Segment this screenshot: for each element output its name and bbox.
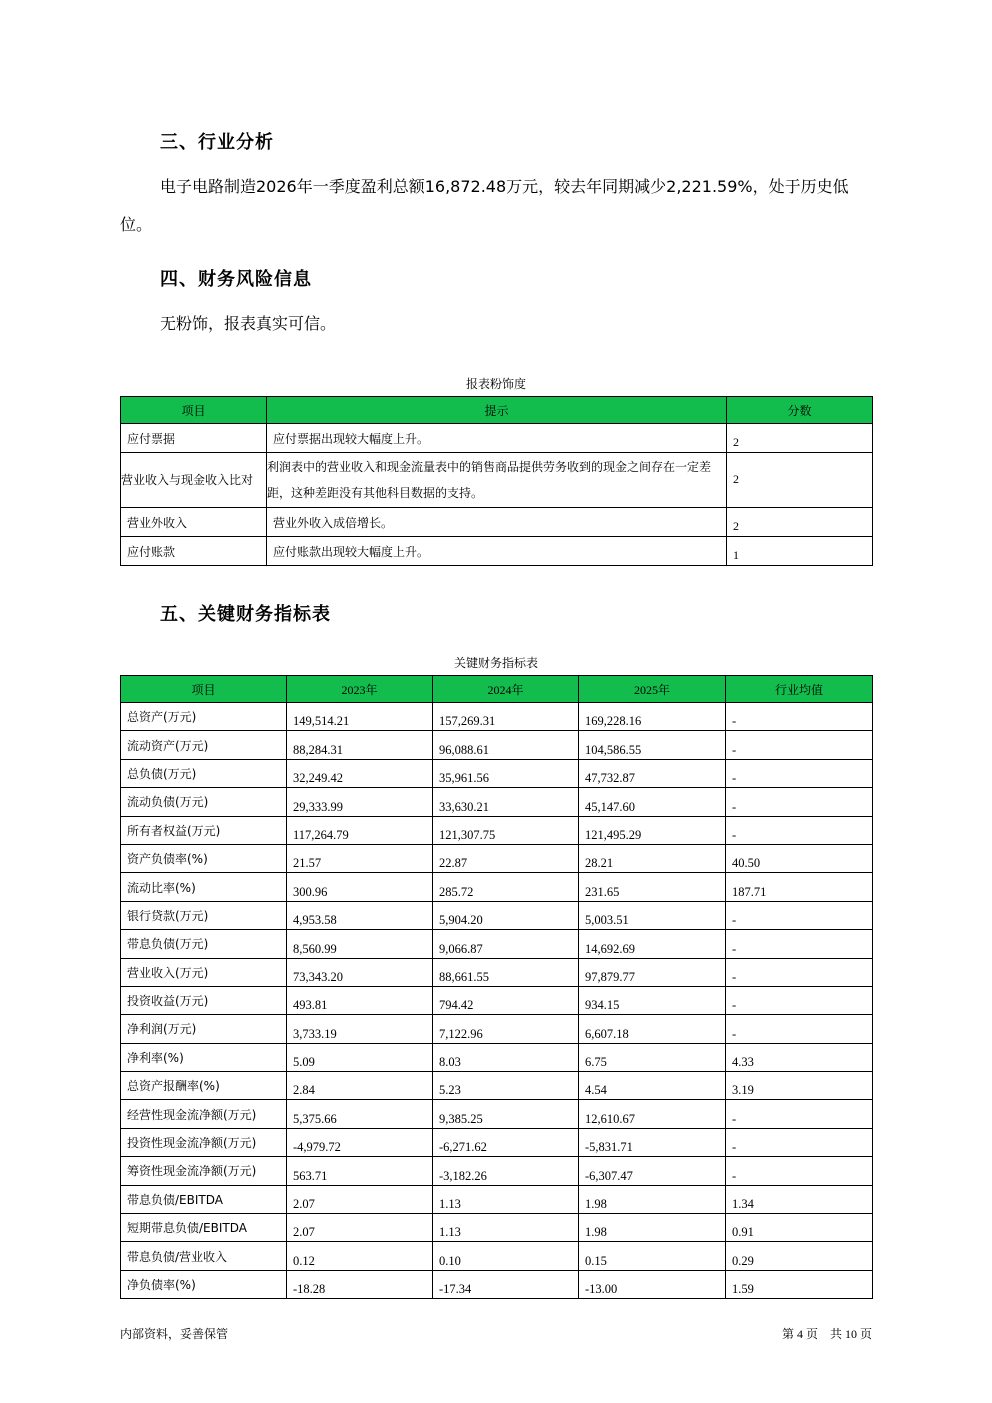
kpi-2024: 794.42 <box>433 986 579 1014</box>
kpi-header-2023: 2023年 <box>287 676 433 703</box>
table-row <box>121 1242 873 1270</box>
kpi-industry-avg: - <box>726 1128 873 1156</box>
kpi-2024: 285.72 <box>433 873 579 901</box>
kpi-2025: 14,692.69 <box>579 930 726 958</box>
table-row <box>121 1270 873 1298</box>
kpi-2023: -4,979.72 <box>287 1128 433 1156</box>
kpi-2024: -3,182.26 <box>433 1157 579 1185</box>
table-row <box>121 703 873 731</box>
kpi-2023: 2.07 <box>287 1214 433 1242</box>
kpi-2024: 7,122.96 <box>433 1015 579 1043</box>
kpi-2023: 2.84 <box>287 1072 433 1100</box>
kpi-header-2024: 2024年 <box>433 676 579 703</box>
kpi-2025: 6,607.18 <box>579 1015 726 1043</box>
risk-table <box>120 396 873 566</box>
kpi-2025: 0.15 <box>579 1242 726 1270</box>
kpi-table-body <box>121 703 873 1299</box>
kpi-2024: 1.13 <box>433 1214 579 1242</box>
section-5-heading: 五、关键财务指标表 <box>160 604 331 625</box>
kpi-2023: 88,284.31 <box>287 731 433 759</box>
kpi-item: 营业收入(万元) <box>121 958 287 986</box>
section-3-heading: 三、行业分析 <box>160 132 274 153</box>
kpi-2023: 21.57 <box>287 844 433 872</box>
kpi-industry-avg: - <box>726 1100 873 1128</box>
kpi-industry-avg: 1.59 <box>726 1270 873 1298</box>
kpi-industry-avg: - <box>726 816 873 844</box>
table-row <box>121 1214 873 1242</box>
table-row <box>121 453 873 508</box>
table-row <box>121 901 873 929</box>
kpi-item: 筹资性现金流净额(万元) <box>121 1157 287 1185</box>
kpi-header-industry-avg: 行业均值 <box>726 676 873 703</box>
risk-hint: 利润表中的营业收入和现金流量表中的销售商品提供劳务收到的现金之间存在一定差距，这种差距没有其他科目数据的支持。 <box>267 453 727 508</box>
table-row <box>121 1015 873 1043</box>
kpi-item: 短期带息负债/EBITDA <box>121 1214 287 1242</box>
table-row <box>121 816 873 844</box>
kpi-2024: 5,904.20 <box>433 901 579 929</box>
kpi-header-2025: 2025年 <box>579 676 726 703</box>
kpi-2023: 5.09 <box>287 1043 433 1071</box>
kpi-2024: 35,961.56 <box>433 759 579 787</box>
table-row <box>121 424 873 453</box>
kpi-2024: 1.13 <box>433 1185 579 1213</box>
table-row <box>121 1043 873 1071</box>
footer-confidential-note: 内部资料，妥善保管 <box>120 1327 229 1341</box>
risk-table-header-row <box>121 397 873 424</box>
kpi-2024: 9,066.87 <box>433 930 579 958</box>
kpi-2023: 32,249.42 <box>287 759 433 787</box>
kpi-2023: 0.12 <box>287 1242 433 1270</box>
kpi-industry-avg: 4.33 <box>726 1043 873 1071</box>
kpi-2024: 96,088.61 <box>433 731 579 759</box>
kpi-item: 流动资产(万元) <box>121 731 287 759</box>
kpi-industry-avg: - <box>726 759 873 787</box>
kpi-item: 净负债率(%) <box>121 1270 287 1298</box>
section-4-heading: 四、财务风险信息 <box>160 269 312 290</box>
risk-hint: 营业外收入成倍增长。 <box>267 508 727 537</box>
kpi-item: 流动负债(万元) <box>121 788 287 816</box>
kpi-industry-avg: - <box>726 1015 873 1043</box>
kpi-2025: 97,879.77 <box>579 958 726 986</box>
risk-header-score: 分数 <box>727 397 873 424</box>
table-row <box>121 873 873 901</box>
kpi-item: 资产负债率(%) <box>121 844 287 872</box>
kpi-2024: 33,630.21 <box>433 788 579 816</box>
table-row <box>121 1072 873 1100</box>
kpi-industry-avg: - <box>726 788 873 816</box>
kpi-2024: 121,307.75 <box>433 816 579 844</box>
table-row <box>121 788 873 816</box>
footer-page-number: 第 4 页 共 10 页 <box>781 1327 872 1341</box>
section-4-paragraph: 无粉饰，报表真实可信。 <box>160 314 337 333</box>
kpi-2023: 5,375.66 <box>287 1100 433 1128</box>
kpi-industry-avg: - <box>726 901 873 929</box>
kpi-item: 总资产报酬率(%) <box>121 1072 287 1100</box>
kpi-2023: 493.81 <box>287 986 433 1014</box>
kpi-2024: 0.10 <box>433 1242 579 1270</box>
table-row <box>121 930 873 958</box>
kpi-2025: -13.00 <box>579 1270 726 1298</box>
kpi-2025: 6.75 <box>579 1043 726 1071</box>
kpi-item: 带息负债/EBITDA <box>121 1185 287 1213</box>
kpi-2024: 157,269.31 <box>433 703 579 731</box>
kpi-2023: 3,733.19 <box>287 1015 433 1043</box>
kpi-2023: -18.28 <box>287 1270 433 1298</box>
kpi-2023: 563.71 <box>287 1157 433 1185</box>
risk-item: 营业收入与现金收入比对 <box>121 453 267 508</box>
kpi-industry-avg: 187.71 <box>726 873 873 901</box>
kpi-item: 银行贷款(万元) <box>121 901 287 929</box>
kpi-table-caption: 关键财务指标表 <box>453 656 538 670</box>
kpi-2025: 12,610.67 <box>579 1100 726 1128</box>
kpi-industry-avg: - <box>726 1157 873 1185</box>
kpi-2023: 117,264.79 <box>287 816 433 844</box>
kpi-2025: 231.65 <box>579 873 726 901</box>
kpi-2023: 73,343.20 <box>287 958 433 986</box>
table-row <box>121 958 873 986</box>
risk-score: 1 <box>727 537 873 566</box>
risk-score: 2 <box>727 424 873 453</box>
kpi-2025: 104,586.55 <box>579 731 726 759</box>
risk-header-item: 项目 <box>121 397 267 424</box>
kpi-2023: 149,514.21 <box>287 703 433 731</box>
kpi-2023: 29,333.99 <box>287 788 433 816</box>
table-row <box>121 537 873 566</box>
section-3-paragraph: 电子电路制造2026年一季度盈利总额16,872.48万元，较去年同期减少2,221.59%，处于历史低位。 <box>120 177 849 234</box>
risk-table-caption: 报表粉饰度 <box>465 377 526 391</box>
risk-item: 应付票据 <box>121 424 267 453</box>
table-row <box>121 759 873 787</box>
kpi-2024: 22.87 <box>433 844 579 872</box>
kpi-industry-avg: 0.29 <box>726 1242 873 1270</box>
kpi-industry-avg: 1.34 <box>726 1185 873 1213</box>
table-row <box>121 986 873 1014</box>
kpi-2025: 934.15 <box>579 986 726 1014</box>
kpi-2023: 8,560.99 <box>287 930 433 958</box>
risk-score: 2 <box>727 453 873 508</box>
kpi-2025: 5,003.51 <box>579 901 726 929</box>
kpi-2023: 300.96 <box>287 873 433 901</box>
kpi-header-item: 项目 <box>121 676 287 703</box>
risk-item: 营业外收入 <box>121 508 267 537</box>
kpi-industry-avg: - <box>726 731 873 759</box>
kpi-item: 总资产(万元) <box>121 703 287 731</box>
kpi-table-header-row <box>121 676 873 703</box>
risk-hint: 应付票据出现较大幅度上升。 <box>267 424 727 453</box>
table-row <box>121 731 873 759</box>
kpi-item: 净利率(%) <box>121 1043 287 1071</box>
kpi-2025: 4.54 <box>579 1072 726 1100</box>
kpi-item: 所有者权益(万元) <box>121 816 287 844</box>
kpi-industry-avg: - <box>726 958 873 986</box>
kpi-industry-avg: 3.19 <box>726 1072 873 1100</box>
table-row <box>121 1157 873 1185</box>
kpi-2024: -17.34 <box>433 1270 579 1298</box>
kpi-2025: 121,495.29 <box>579 816 726 844</box>
table-row <box>121 1185 873 1213</box>
kpi-2025: 169,228.16 <box>579 703 726 731</box>
kpi-item: 带息负债/营业收入 <box>121 1242 287 1270</box>
table-row <box>121 508 873 537</box>
kpi-item: 投资性现金流净额(万元) <box>121 1128 287 1156</box>
kpi-item: 经营性现金流净额(万元) <box>121 1100 287 1128</box>
risk-hint: 应付账款出现较大幅度上升。 <box>267 537 727 566</box>
kpi-industry-avg: - <box>726 986 873 1014</box>
kpi-2025: 28.21 <box>579 844 726 872</box>
kpi-2025: -6,307.47 <box>579 1157 726 1185</box>
kpi-industry-avg: 0.91 <box>726 1214 873 1242</box>
kpi-2024: 9,385.25 <box>433 1100 579 1128</box>
kpi-item: 投资收益(万元) <box>121 986 287 1014</box>
risk-item: 应付账款 <box>121 537 267 566</box>
table-row <box>121 844 873 872</box>
kpi-2024: 88,661.55 <box>433 958 579 986</box>
kpi-industry-avg: - <box>726 930 873 958</box>
kpi-2023: 2.07 <box>287 1185 433 1213</box>
table-row <box>121 1128 873 1156</box>
kpi-2025: 45,147.60 <box>579 788 726 816</box>
kpi-item: 净利润(万元) <box>121 1015 287 1043</box>
kpi-item: 流动比率(%) <box>121 873 287 901</box>
kpi-industry-avg: 40.50 <box>726 844 873 872</box>
kpi-2025: 1.98 <box>579 1185 726 1213</box>
kpi-2024: -6,271.62 <box>433 1128 579 1156</box>
kpi-2023: 4,953.58 <box>287 901 433 929</box>
kpi-table <box>120 675 873 1299</box>
kpi-item: 带息负债(万元) <box>121 930 287 958</box>
risk-header-hint: 提示 <box>267 397 727 424</box>
risk-score: 2 <box>727 508 873 537</box>
kpi-2024: 8.03 <box>433 1043 579 1071</box>
table-row <box>121 1100 873 1128</box>
kpi-2024: 5.23 <box>433 1072 579 1100</box>
kpi-industry-avg: - <box>726 703 873 731</box>
kpi-item: 总负债(万元) <box>121 759 287 787</box>
kpi-2025: -5,831.71 <box>579 1128 726 1156</box>
kpi-2025: 1.98 <box>579 1214 726 1242</box>
kpi-2025: 47,732.87 <box>579 759 726 787</box>
